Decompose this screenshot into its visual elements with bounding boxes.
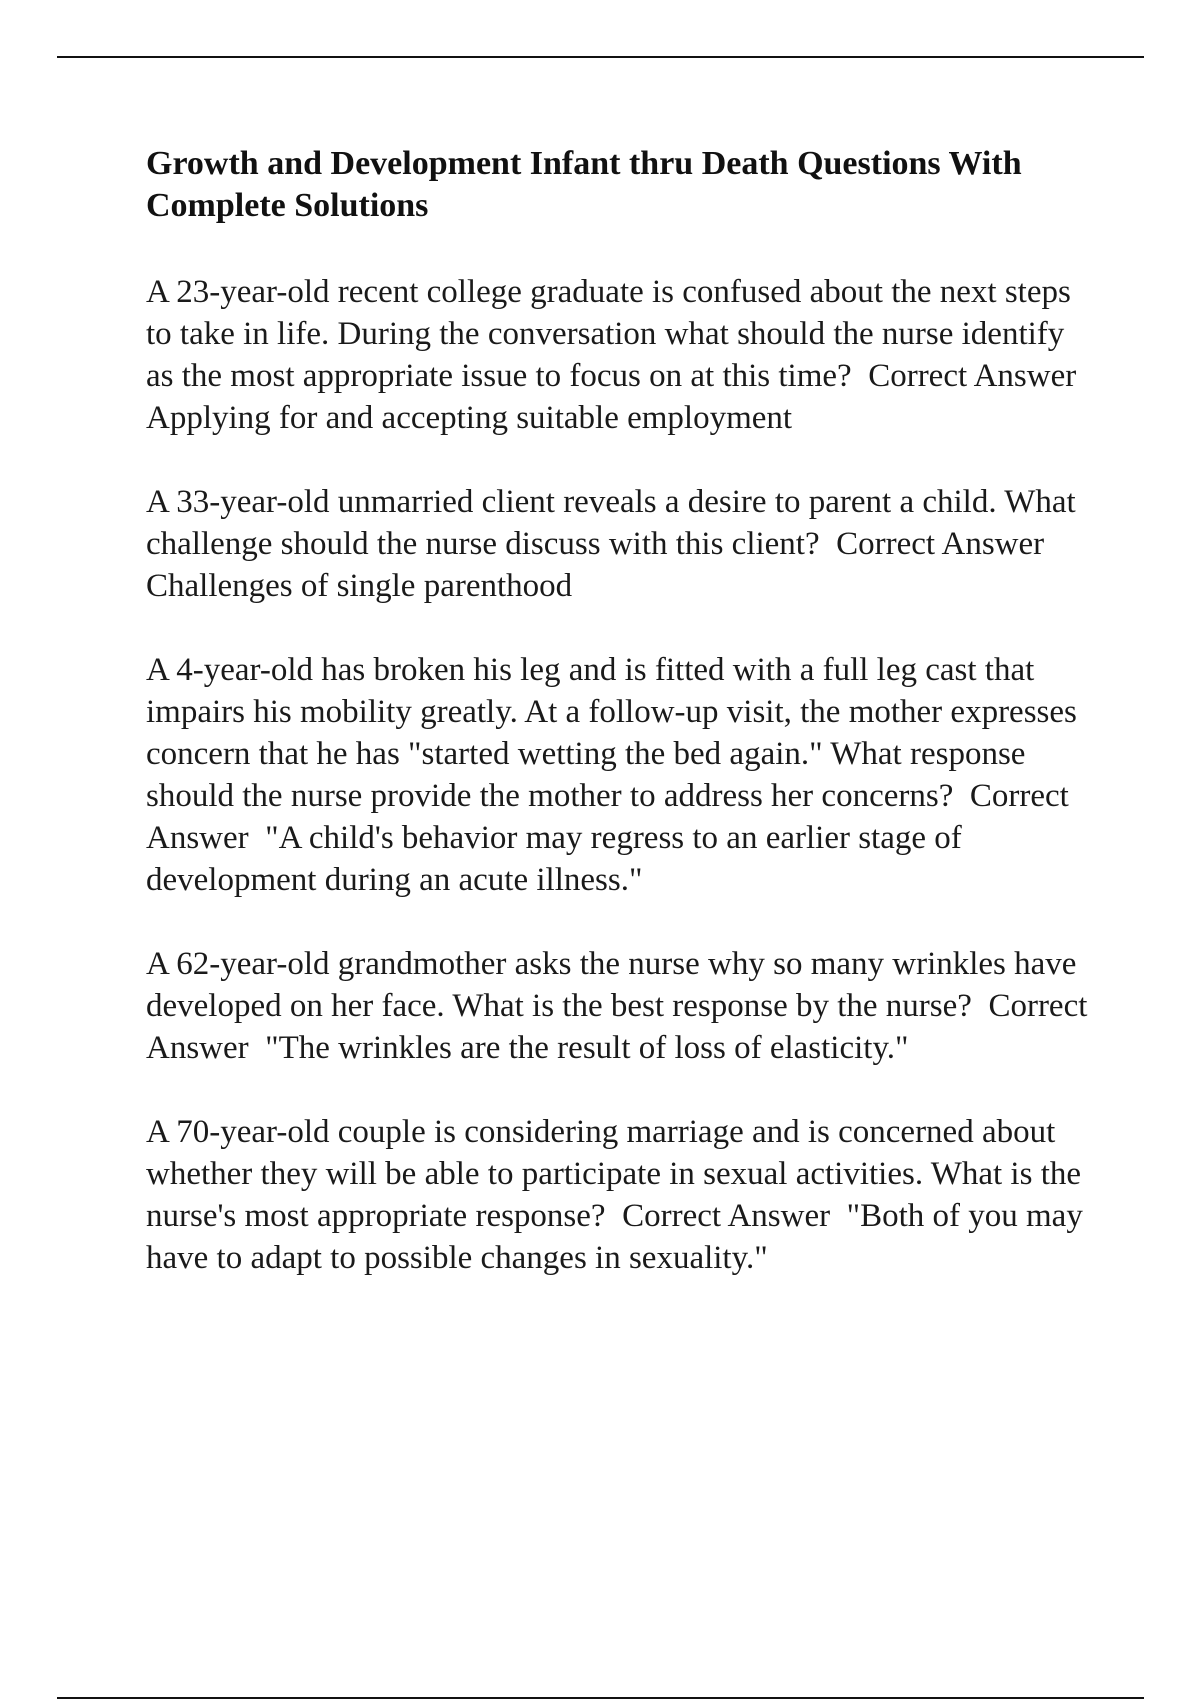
answer-text: Applying for and accepting suitable employment xyxy=(146,400,793,436)
qa-item-5 xyxy=(146,1111,1096,1279)
qa-item-3 xyxy=(146,649,1096,901)
answer-text: "A child's behavior may regress to an earlier stage of development during an acute illness." xyxy=(146,820,962,898)
answer-label: Correct Answer xyxy=(836,526,1045,562)
question-text: A 23-year-old recent college graduate is confused about the next steps to take in life. During the conversation what should the nurse identify as the most appropriate issue to focus on at this time? xyxy=(146,274,1071,394)
document-body xyxy=(146,143,1096,1279)
qa-item-2 xyxy=(146,481,1096,607)
footer-rule xyxy=(57,1697,1144,1699)
question-text: A 62-year-old grandmother asks the nurse why so many wrinkles have developed on her face. What is the best response by the nurse? xyxy=(146,946,1077,1024)
answer-label: Correct Answer xyxy=(622,1198,831,1234)
header-rule xyxy=(57,56,1144,58)
qa-item-1 xyxy=(146,271,1096,439)
answer-text: Challenges of single parenthood xyxy=(146,568,573,604)
document-title: Growth and Development Infant thru Death Questions With Complete Solutions xyxy=(146,145,1022,224)
answer-text: "The wrinkles are the result of loss of elasticity." xyxy=(265,1030,909,1066)
answer-text: "Both of you may have to adapt to possible changes in sexuality." xyxy=(146,1198,1083,1276)
answer-label: Correct Answer xyxy=(146,988,1088,1066)
question-text: A 33-year-old unmarried client reveals a desire to parent a child. What challenge should the nurse discuss with this client? xyxy=(146,484,1076,562)
qa-item-4 xyxy=(146,943,1096,1069)
answer-label: Correct Answer xyxy=(868,358,1077,394)
question-text: A 4-year-old has broken his leg and is fitted with a full leg cast that impairs his mobility greatly. At a follow-up visit, the mother expresses concern that he has "started wetting the bed again." What response should the nurse provide the mother to address her concerns? xyxy=(146,652,1077,814)
answer-label: Correct Answer xyxy=(146,778,1069,856)
question-text: A 70-year-old couple is considering marriage and is concerned about whether they will be able to participate in sexual activities. What is the nurse's most appropriate response? xyxy=(146,1114,1082,1234)
